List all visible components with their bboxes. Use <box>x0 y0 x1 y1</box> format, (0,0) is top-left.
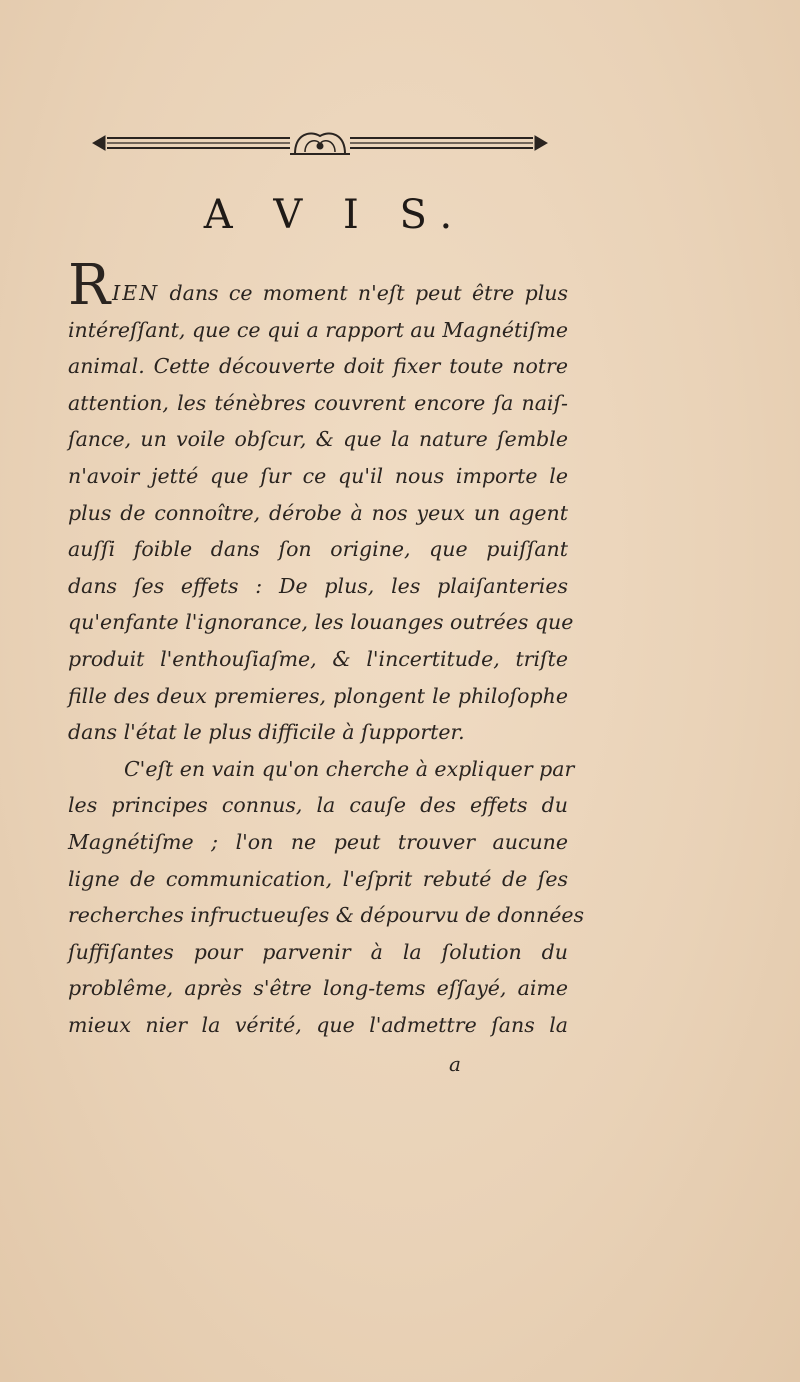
text-line: intéreſſant, que ce qui a rapport au Magnétiſme <box>68 317 568 342</box>
text-line: animal. Cette découverte doit fixer toute notre <box>68 354 568 379</box>
text-line: les principes connus, la cauſe des effets du <box>68 793 568 818</box>
text-line: dans ſes effets : De plus, les plaiſanteries <box>68 573 568 598</box>
ornamental-header-rule <box>85 126 555 160</box>
first-word-rest: IEN <box>112 281 160 305</box>
text-line: fille des deux premieres, plongent le philoſophe <box>68 683 568 708</box>
text-line: attention, les ténèbres couvrent encore ſa naiſ- <box>68 390 568 415</box>
text-line: C'eſt en vain qu'on cherche à expliquer par <box>124 756 575 781</box>
body-text <box>68 253 584 1043</box>
text-line: RIEN dans ce moment n'eſt peut être plus <box>68 253 568 318</box>
text-line: n'avoir jetté que ſur ce qu'il nous importe le <box>68 463 568 488</box>
text-line: produit l'enthouſiaſme, & l'incertitude, triſte <box>68 646 568 671</box>
text-line: mieux nier la vérité, que l'admettre ſans la <box>68 1012 568 1037</box>
text-line: problême, après s'être long-tems eſſayé, aime <box>68 976 568 1001</box>
text-line: ligne de communication, l'eſprit rebuté de ſes <box>68 866 568 891</box>
text-line: qu'enfante l'ignorance, les louanges outrées que <box>68 610 574 635</box>
text-line: ſuffiſantes pour parvenir à la ſolution du <box>68 939 568 964</box>
drop-cap: R <box>68 253 111 318</box>
text-line: Magnétiſme ; l'on ne peut trouver aucune <box>68 829 568 854</box>
text-line: recherches infructueuſes & dépourvu de données <box>68 903 584 928</box>
page-title: A V I S. <box>203 192 467 238</box>
text-line: dans l'état le plus difficile à ſupporter. <box>68 720 465 745</box>
signature-mark: a <box>449 1052 461 1076</box>
text-line: plus de connoître, dérobe à nos yeux un agent <box>68 500 568 525</box>
text-line: auſſi foible dans ſon origine, que puiſſant <box>68 537 568 562</box>
text-line: ſance, un voile obſcur, & que la nature ſemble <box>68 427 568 452</box>
